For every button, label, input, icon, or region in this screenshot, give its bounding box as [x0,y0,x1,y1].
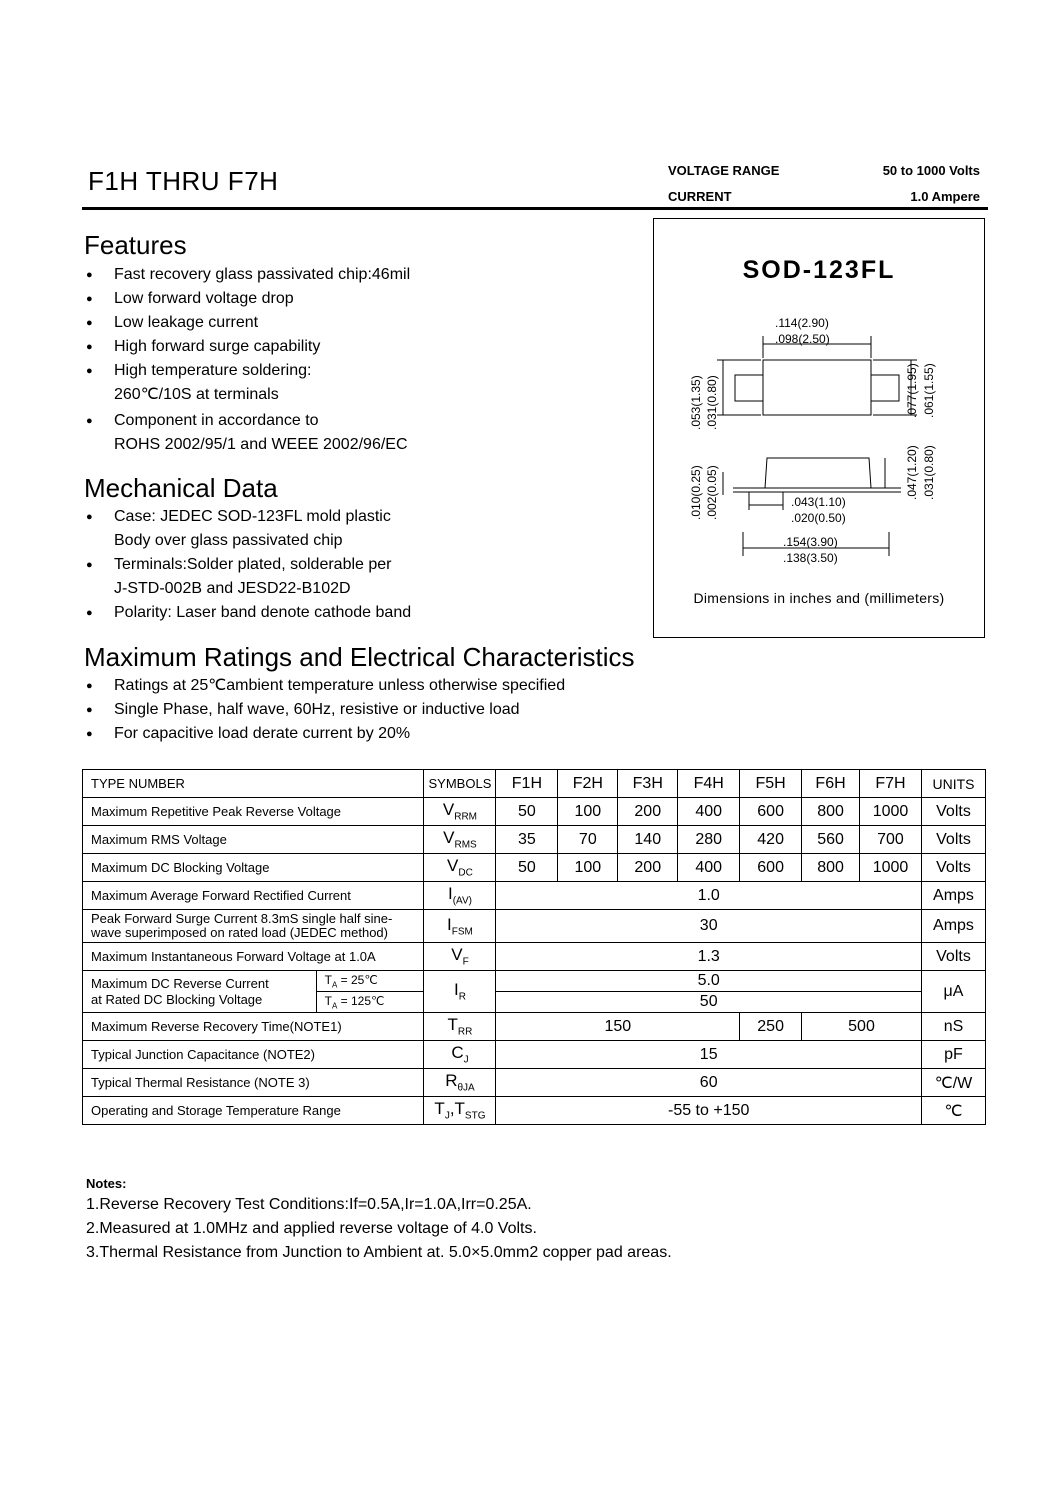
row-description: Maximum DC Blocking Voltage [83,854,424,882]
symbol-subscript: RMS [454,839,477,851]
bullet-icon: ● [86,293,93,305]
lead-left-top-view [735,375,763,401]
table-cell: 420 [740,826,802,854]
package-dimension-drawing [653,300,985,600]
table-cell: 600 [740,854,802,882]
note-2: 2.Measured at 1.0MHz and applied reverse voltage of 4.0 Volts. [86,1220,537,1237]
symbol-subscript: F [462,956,469,968]
table-row [83,1041,986,1069]
symbol-text: V [447,856,459,876]
table-row [83,1013,986,1041]
symbol-subscript: J [463,1054,469,1066]
dim-left-max: .053(1.35) [689,375,703,430]
table-cell: 800 [802,798,860,826]
condition-text: = 25℃ [337,972,378,987]
row-description: Maximum RMS Voltage [83,826,424,854]
row-symbol [424,798,496,826]
current-label: CURRENT [668,189,732,204]
row-description: Maximum Reverse Recovery Time(NOTE1) [83,1013,424,1041]
table-cell: 400 [678,798,740,826]
dim-total-min: .138(3.50) [783,551,838,565]
list-item [84,359,410,407]
table-cell: 1000 [860,798,922,826]
dimensions-caption: Dimensions in inches and (millimeters) [693,590,945,606]
bullet-icon: ● [86,704,93,716]
table-row [83,882,986,910]
bullet-icon: ● [86,269,93,281]
list-item-text: Terminals:Solder plated, solderable per [114,556,392,573]
header-units: UNITS [921,770,985,798]
table-cell: 280 [678,826,740,854]
table-cell: 1.3 [496,943,922,971]
row-symbol [424,910,496,943]
symbol-subscript: STG [464,1110,486,1122]
table-cell: 200 [618,854,678,882]
symbol-subscript: RR [457,1026,473,1038]
bullet-icon: ● [86,559,93,571]
dim-top-max: .114(2.90) [775,316,829,330]
row-symbol [424,1013,496,1041]
list-item [84,311,410,335]
unit-cell: μA [921,971,985,1013]
table-header-row [83,770,986,798]
symbol-subscript: DC [458,867,473,879]
table-cell: 100 [558,798,618,826]
list-item [84,722,565,746]
list-item-text: ROHS 2002/95/1 and WEEE 2002/96/EC [114,436,408,453]
unit-cell: pF [921,1041,985,1069]
table-row [83,798,986,826]
list-item [84,505,411,553]
dim-lead-min: .020(0.50) [791,511,846,525]
symbol-subscript: R [458,991,466,1003]
table-cell: 1.0 [496,882,922,910]
row-symbol [424,1097,496,1125]
list-item [84,409,410,457]
unit-cell: Amps [921,910,985,943]
dim-total-max: .154(3.90) [783,535,838,549]
list-item-text: Low leakage current [114,314,259,331]
list-item [84,553,411,601]
table-cell: 700 [860,826,922,854]
symbol-text: I [447,884,453,904]
lead-right-top-view [871,375,899,401]
header-part: F2H [558,770,618,798]
mechanical-list [84,505,411,625]
list-item-text: Fast recovery glass passivated chip:46mil [114,266,411,283]
list-item-text: Case: JEDEC SOD-123FL mold plastic [114,508,391,525]
row-description-line: at Rated DC Blocking Voltage [91,991,263,1007]
table-row [83,1097,986,1125]
list-item-text: Polarity: Laser band denote cathode band [114,604,412,621]
dim-top-min: .098(2.50) [775,332,830,346]
list-item [84,287,410,311]
note-3: 3.Thermal Resistance from Junction to Ambient at. 5.0×5.0mm2 copper pad areas. [86,1244,672,1261]
unit-cell: Volts [921,826,985,854]
package-body-side-view [765,458,871,488]
bullet-icon: ● [86,511,93,523]
table-cell: 140 [618,826,678,854]
condition-text: = 125℃ [337,993,385,1008]
symbol-subscript: J [444,1110,450,1122]
table-cell: 50 [496,854,558,882]
header-rule [82,207,988,210]
header-part: F6H [802,770,860,798]
unit-cell: Amps [921,882,985,910]
row-description: Maximum Repetitive Peak Reverse Voltage [83,798,424,826]
list-item-text: Single Phase, half wave, 60Hz, resistive or inductive load [114,701,520,718]
unit-cell: ℃/W [921,1069,985,1097]
table-row [83,1069,986,1097]
condition-cell [316,992,424,1013]
condition-subscript: A [331,1001,338,1011]
table-row [83,854,986,882]
package-body-top-view [763,360,871,415]
table-cell: 560 [802,826,860,854]
table-row [83,971,986,992]
row-symbol [424,943,496,971]
document-title: F1H THRU F7H [88,166,279,196]
ratings-list [84,674,565,746]
table-cell: 60 [496,1069,922,1097]
row-description: Operating and Storage Temperature Range [83,1097,424,1125]
header-part: F4H [678,770,740,798]
symbol-text: T [447,1015,458,1035]
symbol-text: R [445,1071,458,1091]
header-part: F1H [496,770,558,798]
voltage-range-label: VOLTAGE RANGE [668,163,780,178]
table-cell: 15 [496,1041,922,1069]
symbol-text: V [451,945,463,965]
table-cell: 5.0 [496,971,922,992]
table-cell: 250 [740,1013,802,1041]
row-description-line: wave superimposed on rated load (JEDEC method) [91,925,388,940]
bullet-icon: ● [86,728,93,740]
dim-right-max: .077(1.95) [905,363,919,418]
table-cell: 800 [802,854,860,882]
symbol-text: C [451,1043,464,1063]
symbol-subscript: θJA [457,1082,475,1094]
note-1: 1.Reverse Recovery Test Conditions:If=0.5A,Ir=1.0A,Irr=0.25A. [86,1196,532,1213]
table-cell: 600 [740,798,802,826]
symbol-subscript: FSM [451,926,473,938]
row-symbol [424,826,496,854]
header-part: F7H [860,770,922,798]
table-row [83,826,986,854]
bullet-icon: ● [86,607,93,619]
table-row [83,943,986,971]
condition-subscript: A [331,980,338,990]
features-heading: Features [84,230,187,260]
symbol-text: T [434,1099,445,1119]
unit-cell: nS [921,1013,985,1041]
row-description-line: Maximum DC Reverse Current [91,975,269,991]
table-cell: 70 [558,826,618,854]
row-description: Typical Junction Capacitance (NOTE2) [83,1041,424,1069]
list-item [84,263,410,287]
table-cell: 150 [496,1013,740,1041]
list-item-text: High temperature soldering: [114,362,312,379]
dim-lead-max: .043(1.10) [791,495,846,509]
bullet-icon: ● [86,341,93,353]
list-item [84,698,565,722]
unit-cell: Volts [921,854,985,882]
ratings-table [82,769,986,1125]
voltage-range-value: 50 to 1000 Volts [882,163,980,178]
row-description: Maximum Average Forward Rectified Current [83,882,424,910]
header-symbols: SYMBOLS [424,770,496,798]
mechanical-heading: Mechanical Data [84,473,278,503]
package-name: SOD-123FL [742,256,896,284]
list-item-text: J-STD-002B and JESD22-B102D [114,580,351,597]
dim-side-right-min: .031(0.80) [922,445,936,500]
row-symbol [424,882,496,910]
table-cell: 200 [618,798,678,826]
condition-symbol: T [324,993,332,1008]
table-cell: 50 [496,798,558,826]
dim-left-min: .031(0.80) [705,375,719,430]
list-item-text: Body over glass passivated chip [114,532,343,549]
dim-side-left-min: .002(0.05) [705,465,719,520]
list-item-text: 260℃/10S at terminals [114,386,279,403]
symbol-text: I [447,914,452,934]
bullet-icon: ● [86,365,93,377]
ratings-heading: Maximum Ratings and Electrical Characteristics [84,642,635,672]
unit-cell: Volts [921,798,985,826]
list-item [84,674,565,698]
dim-side-right-max: .047(1.20) [905,445,919,500]
row-symbol [424,854,496,882]
list-item [84,335,410,359]
unit-cell: Volts [921,943,985,971]
row-symbol [424,1069,496,1097]
row-description [83,971,317,1013]
bullet-icon: ● [86,317,93,329]
list-item-text: High forward surge capability [114,338,321,355]
list-item-text: For capacitive load derate current by 20% [114,725,411,742]
table-cell: 500 [802,1013,922,1041]
table-cell: 1000 [860,854,922,882]
list-item [84,601,411,625]
table-row [83,910,986,943]
row-symbol [424,1041,496,1069]
bullet-icon: ● [86,415,93,427]
condition-cell [316,971,424,992]
symbol-text: V [443,828,455,848]
symbol-subscript: (AV) [452,895,472,907]
current-value: 1.0 Ampere [910,189,980,204]
row-description: Maximum Instantaneous Forward Voltage at 1.0A [83,943,424,971]
list-item-text: Low forward voltage drop [114,290,294,307]
header-part: F3H [618,770,678,798]
row-description-line: Peak Forward Surge Current 8.3mS single half sine- [91,911,393,926]
header-type-number: TYPE NUMBER [83,770,424,798]
symbol-subscript: RRM [454,811,478,823]
list-item-text: Component in accordance to [114,412,319,429]
header-part: F5H [740,770,802,798]
unit-cell: ℃ [921,1097,985,1125]
row-description [83,910,424,943]
row-symbol [424,971,496,1013]
table-cell: 50 [496,992,922,1013]
dim-right-min: .061(1.55) [922,363,936,418]
table-cell: 400 [678,854,740,882]
dim-side-left-max: .010(0.25) [689,465,703,520]
condition-symbol: T [324,972,332,987]
row-description: Typical Thermal Resistance (NOTE 3) [83,1069,424,1097]
notes-heading: Notes: [86,1176,127,1191]
features-list [84,263,410,457]
bullet-icon: ● [86,680,93,692]
symbol-text: ,T [449,1099,465,1119]
symbol-text: V [442,800,455,820]
symbol-text: I [453,980,459,1000]
table-cell: 30 [496,910,922,943]
table-cell: 35 [496,826,558,854]
table-cell: -55 to +150 [496,1097,922,1125]
table-cell: 100 [558,854,618,882]
list-item-text: Ratings at 25℃ambient temperature unless otherwise specified [114,677,566,694]
